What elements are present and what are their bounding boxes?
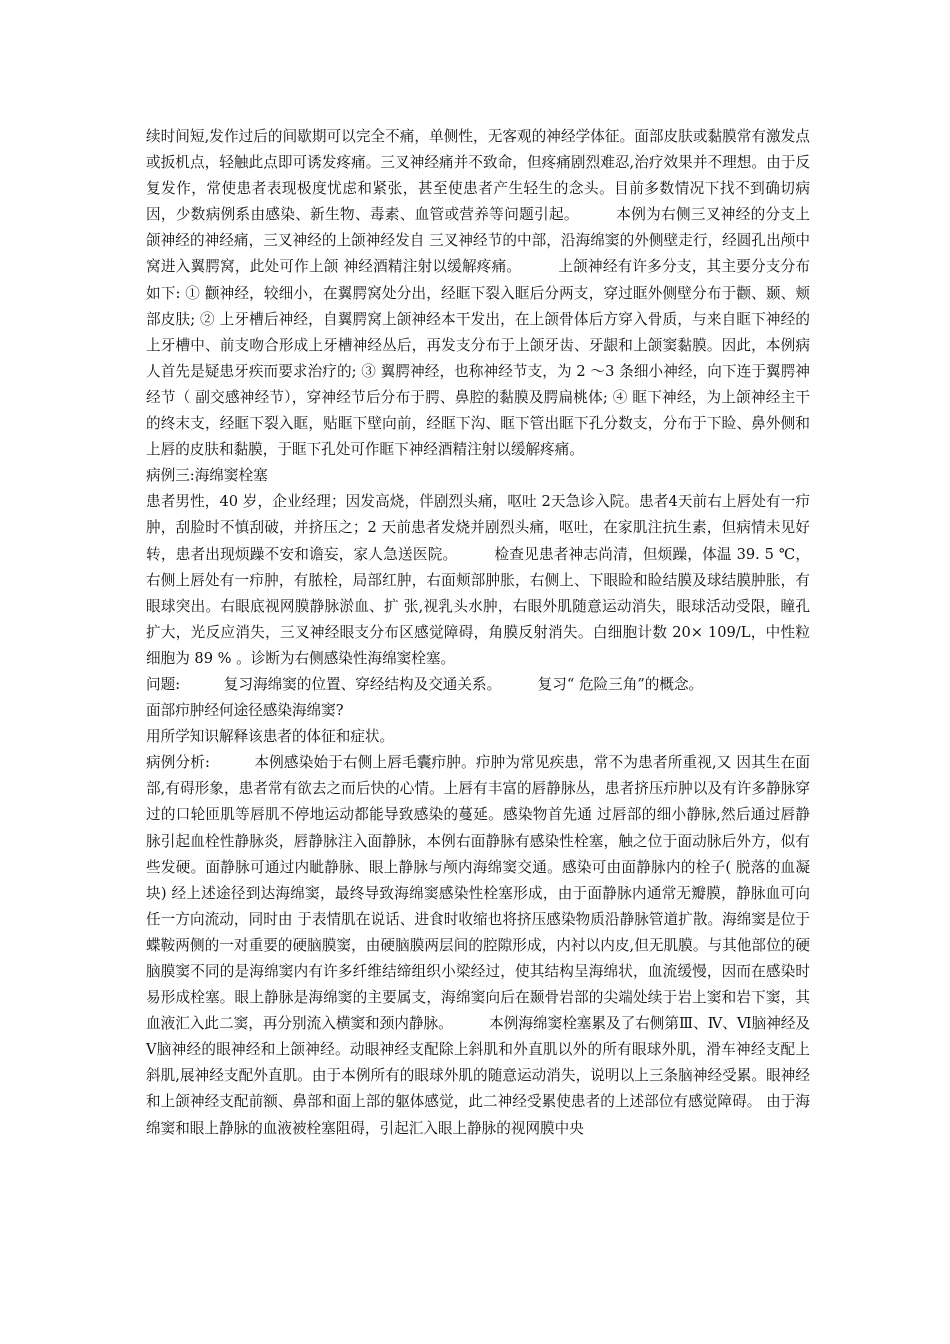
document-page xyxy=(146,124,810,1142)
question-line-3: 用所学知识解释该患者的体征和症状。 xyxy=(146,728,395,746)
question-line-1: 问题: 复习海绵窦的位置、穿经结构及交通关系。 复习“ 危险三角”的概念。 xyxy=(146,675,704,693)
paragraph-patient-history: 患者男性，40 岁，企业经理；因发高烧，伴剧烈头痛，呕吐 2天急诊入院。患者4天前右上唇处有一疖肿，刮脸时不慎刮破，并挤压之；2 天前患者发烧并剧烈头痛，呕吐，在家肌注抗生素，但病情未见好转，患者出现烦躁不安和谵妄，家人急送医院。 检查见患者神志尚清，但烦躁，体温 39. 5 ℃，右侧上唇处有一疖肿，有脓栓，局部红肿，右面颊部肿胀，右侧上、下眼睑和睑结膜及球结膜肿胀，有眼球突出。右眼底视网膜静脉淤血、扩 张,视乳头水肿，右眼外肌随意运动消失，眼球活动受限，瞳孔扩大，光反应消失，三叉神经眼支分布区感觉障碍，角膜反射消失。白细胞计数 20× 109/L，中性粒细胞为 89 % 。诊断为右侧感染性海绵窦栓塞。 xyxy=(146,493,810,667)
case-three-heading: 病例三:海绵窦栓塞 xyxy=(146,467,268,485)
question-line-2: 面部疖肿经何途径感染海绵窦? xyxy=(146,702,344,720)
paragraph-case-analysis: 病例分析: 本例感染始于右侧上唇毛囊疖肿。疖肿为常见疾患，常不为患者所重视,又 因其生在面部,有碍形象，患者常有欲去之而后快的心情。上唇有丰富的唇静脉丛，患者挤压疖肿以及有许多静脉穿过的口轮匝肌等唇肌不停地运动都能导致感染的蔓延。感染物首先通 过唇部的细小静脉,然后通过唇静脉引起血栓性静脉炎，唇静脉注入面静脉，本例右面静脉有感染性栓塞，触之位于面动脉后外方，似有些发硬。面静脉可通过内眦静脉、眼上静脉与颅内海绵窦交通。感染可由面静脉内的栓子( 脱落的血凝块) 经上述途径到达海绵窦，最终导致海绵窦感染性栓塞形成，由于面静脉内通常无瓣膜，静脉血可向任一方向流动，同时由 于表情肌在说话、进食时收缩也将挤压感染物质沿静脉管道扩散。海绵窦是位于蝶鞍两侧的一对重要的硬脑膜窦，由硬脑膜两层间的腔隙形成，内衬以内皮,但无肌膜。与其他部位的硬脑膜窦不同的是海绵窦内有许多纤维结缔组织小梁经过，使其结构呈海绵状，血流缓慢，因而在感染时易形成栓塞。眼上静脉是海绵窦的主要属支，海绵窦向后在颞骨岩部的尖端处续于岩上窦和岩下窦，其血液汇入此二窦，再分别流入横窦和颈内静脉。 本例海绵窦栓塞累及了右侧第Ⅲ、Ⅳ、Ⅵ脑神经及Ⅴ脑神经的眼神经和上颌神经。动眼神经支配除上斜肌和外直肌以外的所有眼球外肌，滑车神经支配上斜肌,展神经支配外直肌。由于本例所有的眼球外肌的随意运动消失，说明以上三条脑神经受累。眼神经和上颌神经支配前额、鼻部和面上部的躯体感觉，此二神经受累使患者的上述部位有感觉障碍。 由于海绵窦和眼上静脉的血液被栓塞阻碍，引起汇入眼上静脉的视网膜中央 xyxy=(146,754,810,1137)
paragraph-trigeminal-neuralgia: 续时间短,发作过后的间歇期可以完全不痛，单侧性，无客观的神经学体征。面部皮肤或黏膜常有激发点或扳机点，轻触此点即可诱发疼痛。三叉神经痛并不致命，但疼痛剧烈难忍,治疗效果并不理想。由于反复发作，常使患者表现极度忧虑和紧张，甚至使患者产生轻生的念头。目前多数情况下找不到确切病因，少数病例系由感染、新生物、毒素、血管或营养等问题引起。 本例为右侧三叉神经的分支上颌神经的神经痛，三叉神经的上颌神经发自 三叉神经节的中部，沿海绵窦的外侧壁走行，经圆孔出颅中窝进入翼腭窝，此处可作上颌 神经酒精注射以缓解疼痛。 上颌神经有许多分支，其主要分支分布如下: ① 颧神经，较细小，在翼腭窝处分出，经眶下裂入眶后分两支，穿过眶外侧壁分布于颧、颞、颊部皮肤; ② 上牙槽后神经，自翼腭窝上颌神经本干发出，在上颌骨体后方穿入骨质，与来自眶下神经的上牙槽中、前支吻合形成上牙槽神经丛后，再发支分布于上颌牙齿、牙龈和上颌窦黏膜。因此，本例病人首先是疑患牙疾而要求治疗的; ③ 翼腭神经，也称神经节支，为 2 ～3 条细小神经，向下连于翼腭神经节（ 副交感神经节），穿神经节后分布于腭、鼻腔的黏膜及腭扁桃体; ④ 眶下神经，为上颌神经主干的终末支，经眶下裂入眶，贴眶下壁向前，经眶下沟、眶下管出眶下孔分数支，分布于下睑、鼻外侧和上唇的皮肤和黏膜，于眶下孔处可作眶下神经酒精注射以缓解疼痛。 xyxy=(146,128,810,459)
